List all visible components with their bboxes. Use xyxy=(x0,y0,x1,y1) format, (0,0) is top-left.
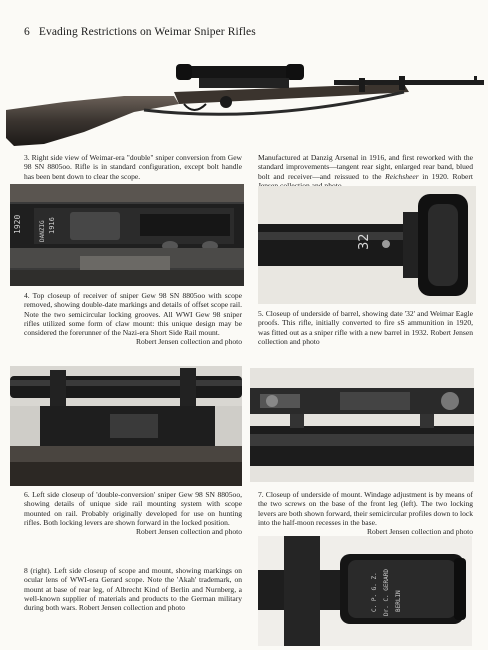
photo-rifle-side-view xyxy=(4,52,486,148)
caption-figure-5 xyxy=(258,309,473,346)
caption-text xyxy=(258,153,473,190)
photo-credit: Robert Jensen collection and photo xyxy=(135,527,242,537)
caption-figure-3-continued xyxy=(258,153,473,190)
photo-credit: Robert Jensen collection and photo xyxy=(78,603,185,613)
barrel-date-marking: 32 xyxy=(357,233,372,250)
caption-text: 6. Left side closeup of 'double-conversion' sniper Gew 98 SN 8805oo, showing details of unique side rail mounting system with scope mounted on rail. Probably originally developed for use on hunting rifles. Both locking levers are shown forward in the locked position. xyxy=(24,490,242,527)
rifle-illustration xyxy=(4,52,486,148)
ocular-marking-line1: C. P. G. Z. xyxy=(371,572,378,612)
barrel-illustration xyxy=(258,186,476,304)
photo-receiver-top xyxy=(10,184,244,286)
page-number: 6 xyxy=(24,26,30,38)
photo-barrel-underside xyxy=(258,186,476,304)
caption-text: 4. Top closeup of receiver of sniper Gew 98 SN 8805oo with scope removed, showing double-date markings and details of offset scope rail. Note the two semicircular locking grooves. All WWI Gew 98 sniper rifles utilized some form of claw mount: this unique design may be considered the forerunner of the Nazi-era Short Side Rail mount. xyxy=(24,291,242,338)
page-title: Evading Restrictions on Weimar Sniper Rifles xyxy=(38,26,256,38)
caption-text-italic: Reichsheer xyxy=(385,171,419,181)
receiver-year-marking: 1916 xyxy=(48,217,56,234)
ocular-marking-line3: BERLIN xyxy=(395,590,402,612)
caption-text xyxy=(258,309,473,346)
photo-credit: Robert xyxy=(452,171,473,181)
photo-credit: Robert Jensen collection and photo xyxy=(258,327,473,346)
ocular-marking-line2: Dr. C. GERARD xyxy=(383,569,390,616)
caption-figure-6 xyxy=(24,490,242,536)
receiver-arsenal-marking: DANZIG xyxy=(39,220,46,242)
receiver-illustration xyxy=(10,184,244,286)
caption-figure-8 xyxy=(24,566,242,612)
caption-text-body: 8 (right). Left side closeup of scope and mount, showing markings on ocular lens of WWI-era Gerard scope. Note the 'Akah' trademark, on mount at base of rear leg, of Albrecht Kind of Berlin and Nurnberg, a well-known supplier of materials and products to the German military during both wars. xyxy=(24,566,242,613)
mount-illustration xyxy=(250,368,474,482)
running-header xyxy=(24,26,256,38)
photo-scope-ocular xyxy=(258,536,472,646)
receiver-date-marking: 1920 xyxy=(13,214,22,234)
caption-figure-4 xyxy=(24,291,242,347)
photo-left-side-scope xyxy=(10,366,242,486)
caption-text-body: 5. Closeup of underside of barrel, showing date '32' and Weimar Eagle proofs. This rifle, initially converted to fire sS ammunition in 1920, was fitted out as a sniper rifle with a new barrel in 1932. xyxy=(258,309,473,337)
photo-mount-underside xyxy=(250,368,474,482)
photo-credit: Robert Jensen collection and photo xyxy=(135,337,242,347)
caption-text xyxy=(24,566,242,612)
ocular-illustration xyxy=(258,536,472,646)
caption-text-pre: Manufactured at Danzig Arsenal in 1916, and first reworked with the standard improvements—tangent rear sight, enlarged rear band, blued bolt and receiver—and reissued to the xyxy=(258,153,473,181)
caption-text: 3. Right side view of Weimar-era "double" sniper conversion from Gew 98 SN 8805oo. Rifle is in standard configuration, except bolt handle has been bent down to clear the scope. xyxy=(24,153,242,181)
side-scope-illustration xyxy=(10,366,242,486)
caption-text: 7. Closeup of underside of mount. Windage adjustment is by means of the two screws on the base of the front leg (left). The two locking levers are both shown forward, their semicircular profiles down to lock into the half-moon recesses in the base. xyxy=(258,490,473,527)
caption-figure-3 xyxy=(24,153,242,181)
caption-figure-7 xyxy=(258,490,473,536)
caption-text-post: in 1920. xyxy=(418,171,449,181)
photo-credit: Robert Jensen collection and photo xyxy=(366,527,473,537)
